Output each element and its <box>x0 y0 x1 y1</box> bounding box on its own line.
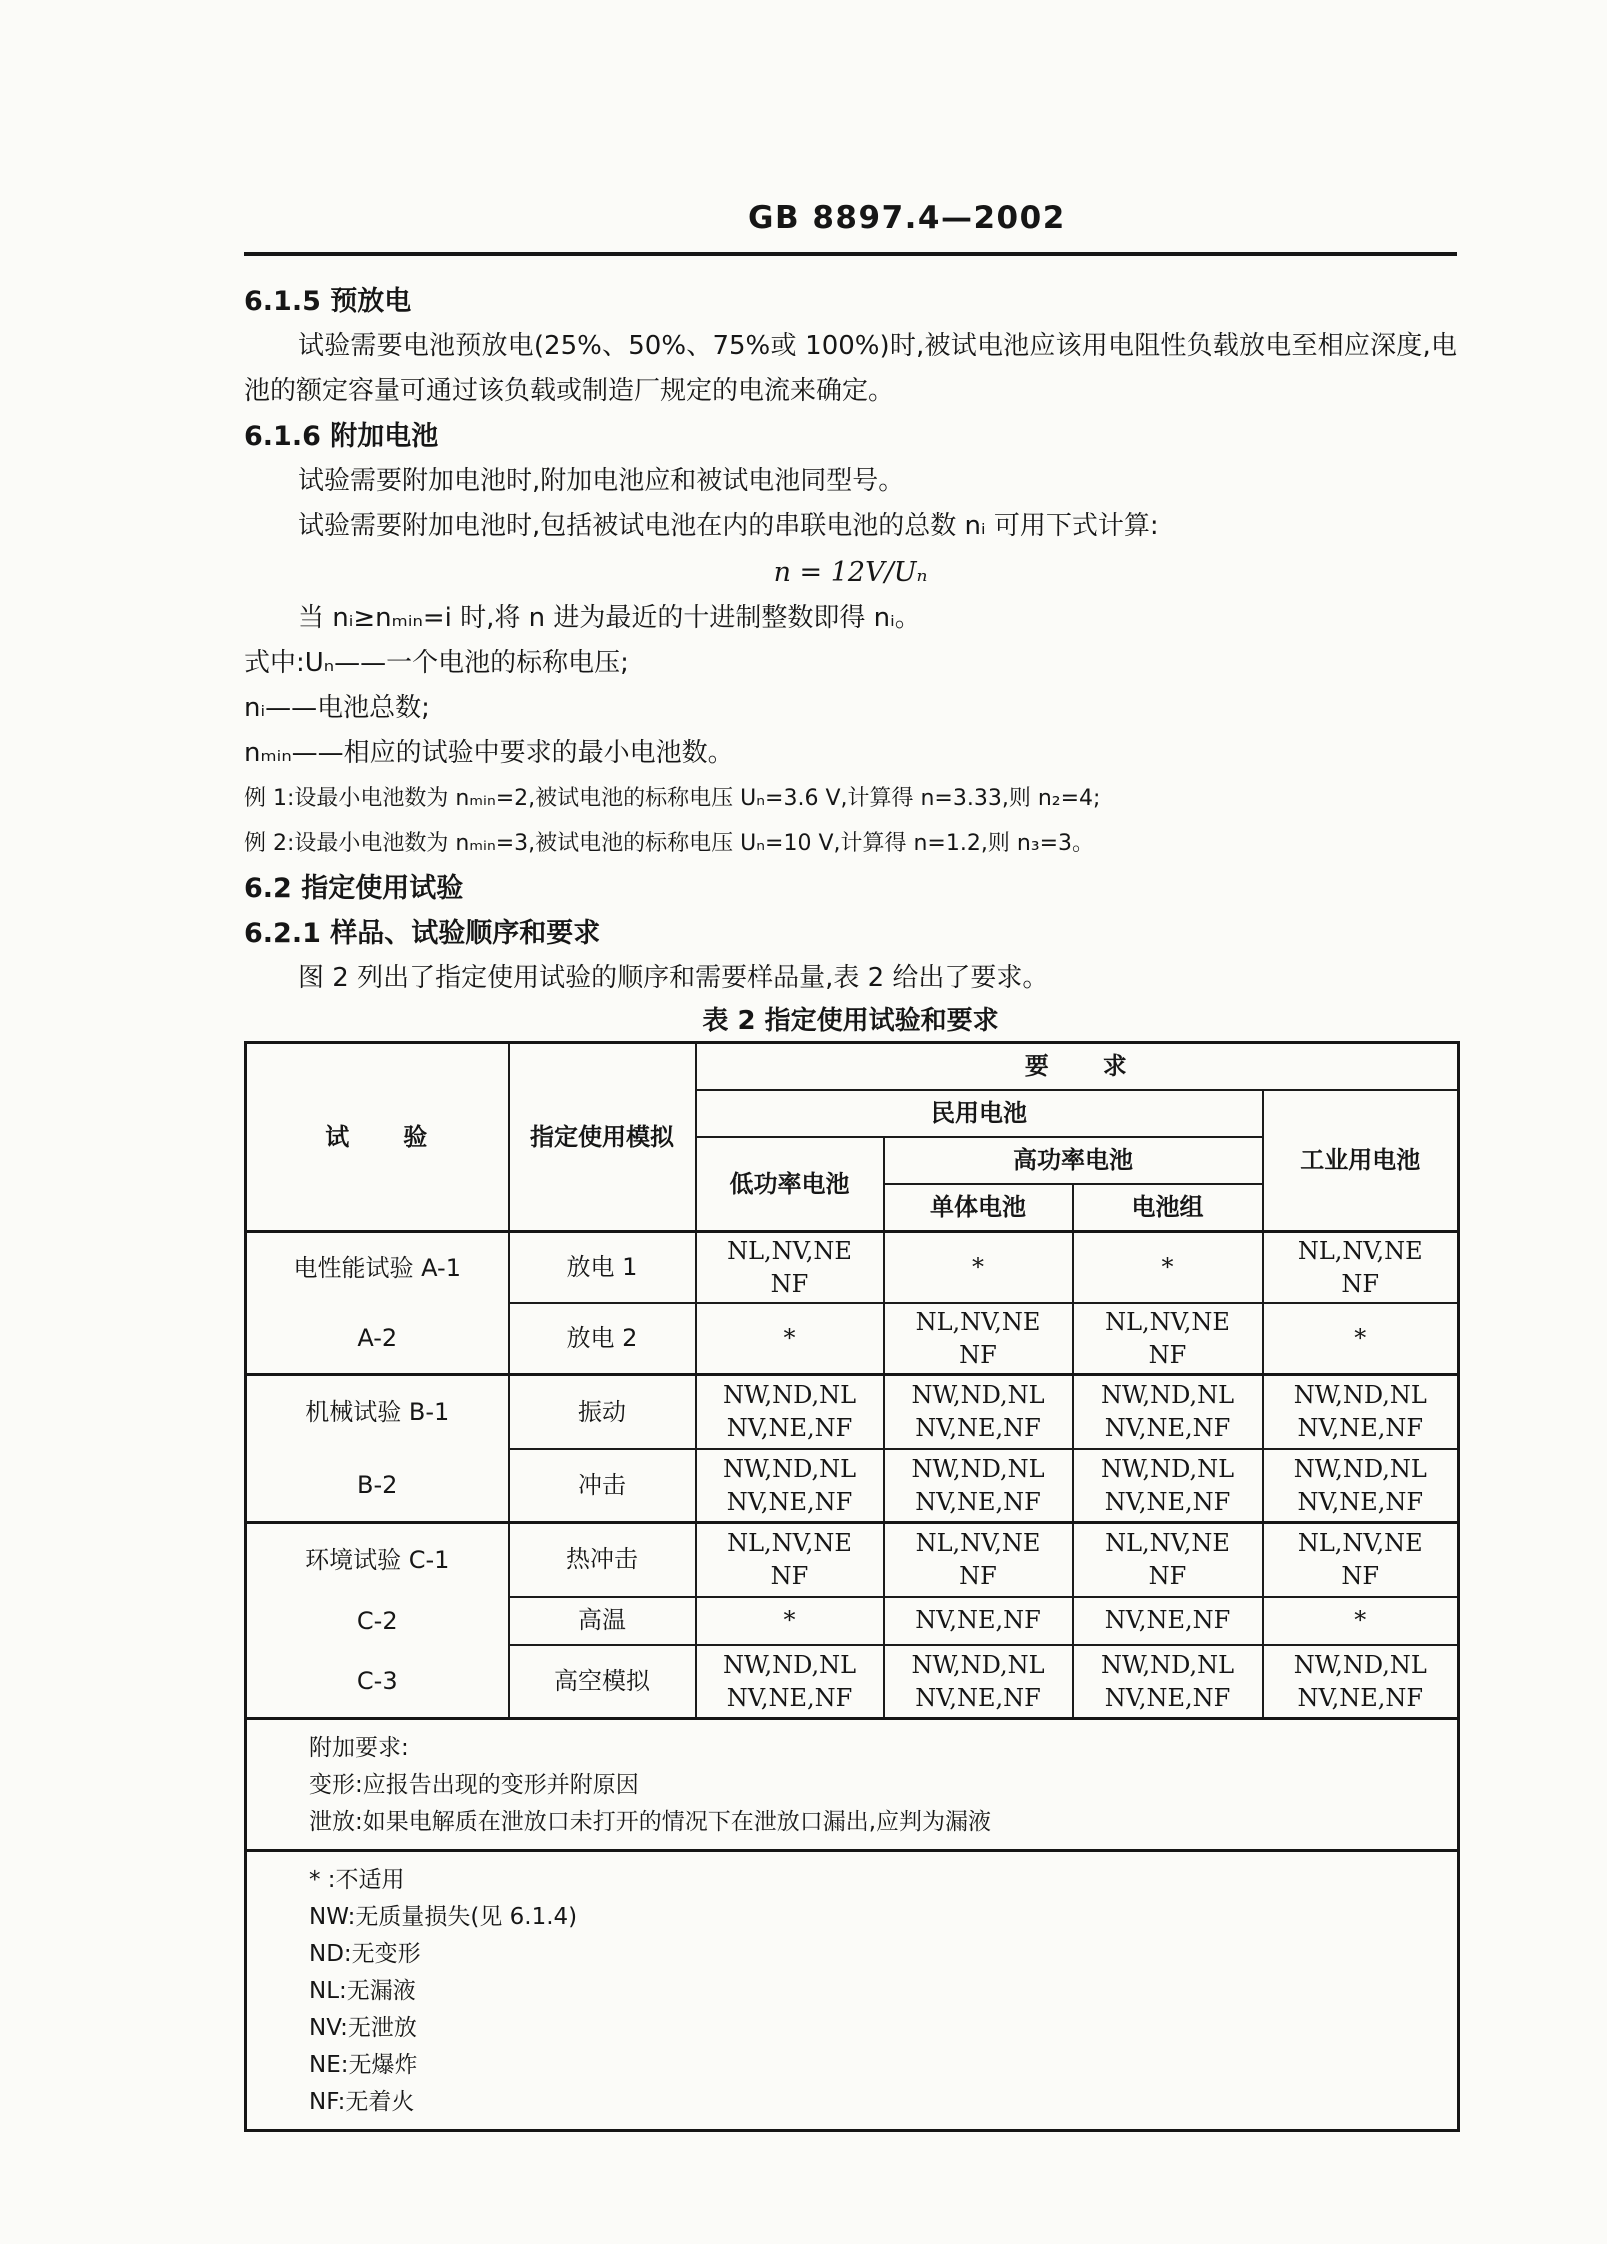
header-rule <box>244 252 1457 256</box>
table-notes-block <box>246 1851 1459 2131</box>
test-label-a1: 电性能试验 A-1 <box>293 1253 461 1282</box>
test-label-b2: B-2 <box>357 1470 398 1499</box>
req-cell-b2-battery-pack: NW,ND,NL NV,NE,NF <box>1073 1449 1263 1523</box>
req-cell-b1-low-power: NW,ND,NL NV,NE,NF <box>696 1375 884 1450</box>
heading-6-1-6: 6.1.6 附加电池 <box>244 421 439 452</box>
req-cell-c3-low-power: NW,ND,NL NV,NE,NF <box>696 1645 884 1718</box>
definition-ni: nᵢ——电池总数; <box>244 693 430 723</box>
additional-requirements-title: 附加要求: <box>309 1735 409 1761</box>
example-2: 例 2:设最小电池数为 nₘᵢₙ=3,被试电池的标称电压 Uₙ=10 V,计算得 n=1.2,则 n₃=3。 <box>244 831 1095 856</box>
sim-cell-altitude-simulation: 高空模拟 <box>509 1645 696 1718</box>
sim-cell-discharge-1: 放电 1 <box>509 1232 696 1304</box>
table-row <box>246 1523 1459 1597</box>
req-cell-c3-industrial: NW,ND,NL NV,NE,NF <box>1263 1645 1459 1718</box>
req-cell-a1-battery-pack: * <box>1073 1232 1263 1304</box>
req-cell-a2-battery-pack: NL,NV,NE NF <box>1073 1303 1263 1375</box>
test-group-b-cell <box>246 1375 509 1523</box>
note-nw: NW:无质量损失(见 6.1.4) <box>309 1904 578 1930</box>
req-cell-a2-industrial: * <box>1263 1303 1459 1375</box>
col-header-single-cell: 单体电池 <box>884 1184 1073 1232</box>
para-additional-cells-2: 试验需要附加电池时,包括被试电池在内的串联电池的总数 nᵢ 可用下式计算: <box>298 511 1159 541</box>
req-cell-a1-single-cell: * <box>884 1232 1073 1304</box>
req-cell-a1-low-power: NL,NV,NE NF <box>696 1232 884 1304</box>
col-header-civil-batteries: 民用电池 <box>696 1090 1263 1137</box>
additional-requirement-deformation: 变形:应报告出现的变形并附原因 <box>309 1772 639 1798</box>
req-cell-a1-industrial: NL,NV,NE NF <box>1263 1232 1459 1304</box>
table-2 <box>244 1041 1460 2132</box>
test-label-c1: 环境试验 C-1 <box>305 1546 450 1574</box>
definition-nmin: nₘᵢₙ——相应的试验中要求的最小电池数。 <box>244 738 734 768</box>
para-additional-cells-1: 试验需要附加电池时,附加电池应和被试电池同型号。 <box>298 466 905 496</box>
heading-6-2-1: 6.2.1 样品、试验顺序和要求 <box>244 918 601 949</box>
note-nl: NL:无漏液 <box>309 1978 416 2004</box>
table-row <box>246 1851 1459 2131</box>
note-nd: ND:无变形 <box>309 1941 421 1967</box>
req-cell-a2-low-power: * <box>696 1303 884 1375</box>
req-cell-c1-industrial: NL,NV,NE NF <box>1263 1523 1459 1597</box>
req-cell-c3-single-cell: NW,ND,NL NV,NE,NF <box>884 1645 1073 1718</box>
test-label-c2: C-2 <box>356 1606 398 1635</box>
col-header-requirement: 要 求 <box>696 1043 1459 1091</box>
req-cell-c2-low-power: * <box>696 1597 884 1646</box>
para-rounding-rule: 当 nᵢ≥nₘᵢₙ=i 时,将 n 进为最近的十进制整数即得 nᵢ。 <box>298 603 921 633</box>
req-cell-c1-battery-pack: NL,NV,NE NF <box>1073 1523 1263 1597</box>
additional-requirements-block <box>246 1719 1459 1851</box>
doc-number: GB 8897.4—2002 <box>748 200 1066 236</box>
test-label-a2: A-2 <box>357 1323 398 1352</box>
table-row <box>246 1719 1459 1851</box>
req-cell-c1-low-power: NL,NV,NE NF <box>696 1523 884 1597</box>
sim-cell-discharge-2: 放电 2 <box>509 1303 696 1375</box>
example-1: 例 1:设最小电池数为 nₘᵢₙ=2,被试电池的标称电压 Uₙ=3.6 V,计算得 n=3.33,则 n₂=4; <box>244 786 1101 811</box>
req-cell-b1-battery-pack: NW,ND,NL NV,NE,NF <box>1073 1375 1263 1450</box>
table-row <box>246 1375 1459 1450</box>
table-row <box>246 1232 1459 1304</box>
req-cell-c2-battery-pack: NV,NE,NF <box>1073 1597 1263 1646</box>
para-predischarge: 试验需要电池预放电(25%、50%、75%或 100%)时,被试电池应该用电阻性负载放电至相应深度,电池的额定容量可通过该负载或制造厂规定的电流来确定。 <box>244 331 1457 406</box>
sim-cell-shock: 冲击 <box>509 1449 696 1523</box>
req-cell-c2-single-cell: NV,NE,NF <box>884 1597 1073 1646</box>
col-header-high-power: 高功率电池 <box>884 1137 1263 1184</box>
note-asterisk: * :不适用 <box>309 1867 405 1893</box>
para-figure2-ref: 图 2 列出了指定使用试验的顺序和需要样品量,表 2 给出了要求。 <box>298 963 1049 993</box>
test-group-c-cell <box>246 1523 509 1719</box>
req-cell-c3-battery-pack: NW,ND,NL NV,NE,NF <box>1073 1645 1263 1718</box>
heading-6-1-5: 6.1.5 预放电 <box>244 286 412 317</box>
definition-un: 式中:Uₙ——一个电池的标称电压; <box>244 648 629 678</box>
req-cell-c1-single-cell: NL,NV,NE NF <box>884 1523 1073 1597</box>
req-cell-b2-single-cell: NW,ND,NL NV,NE,NF <box>884 1449 1073 1523</box>
page-content <box>244 279 1457 2132</box>
req-cell-c2-industrial: * <box>1263 1597 1459 1646</box>
col-header-test: 试 验 <box>246 1043 509 1232</box>
req-cell-b1-industrial: NW,ND,NL NV,NE,NF <box>1263 1375 1459 1450</box>
req-cell-b2-low-power: NW,ND,NL NV,NE,NF <box>696 1449 884 1523</box>
req-cell-b2-industrial: NW,ND,NL NV,NE,NF <box>1263 1449 1459 1523</box>
sim-cell-high-temperature: 高温 <box>509 1597 696 1646</box>
note-nv: NV:无泄放 <box>309 2015 417 2041</box>
sim-cell-thermal-shock: 热冲击 <box>509 1523 696 1597</box>
col-header-low-power: 低功率电池 <box>696 1137 884 1232</box>
req-cell-a2-single-cell: NL,NV,NE NF <box>884 1303 1073 1375</box>
req-cell-b1-single-cell: NW,ND,NL NV,NE,NF <box>884 1375 1073 1450</box>
table-2-caption: 表 2 指定使用试验和要求 <box>702 1006 999 1036</box>
col-header-battery-pack: 电池组 <box>1073 1184 1263 1232</box>
col-header-industrial-batteries: 工业用电池 <box>1263 1090 1459 1232</box>
test-group-a-cell <box>246 1232 509 1375</box>
additional-requirement-venting: 泄放:如果电解质在泄放口未打开的情况下在泄放口漏出,应判为漏液 <box>309 1809 992 1835</box>
test-label-b1: 机械试验 B-1 <box>305 1398 450 1426</box>
col-header-use-simulation: 指定使用模拟 <box>509 1043 696 1232</box>
test-label-c3: C-3 <box>356 1666 398 1695</box>
heading-6-2: 6.2 指定使用试验 <box>244 873 464 904</box>
note-ne: NE:无爆炸 <box>309 2052 418 2078</box>
note-nf: NF:无着火 <box>309 2089 415 2115</box>
formula-n-equals-12v: n = 12V/Uₙ <box>773 557 928 588</box>
sim-cell-vibration: 振动 <box>509 1375 696 1450</box>
